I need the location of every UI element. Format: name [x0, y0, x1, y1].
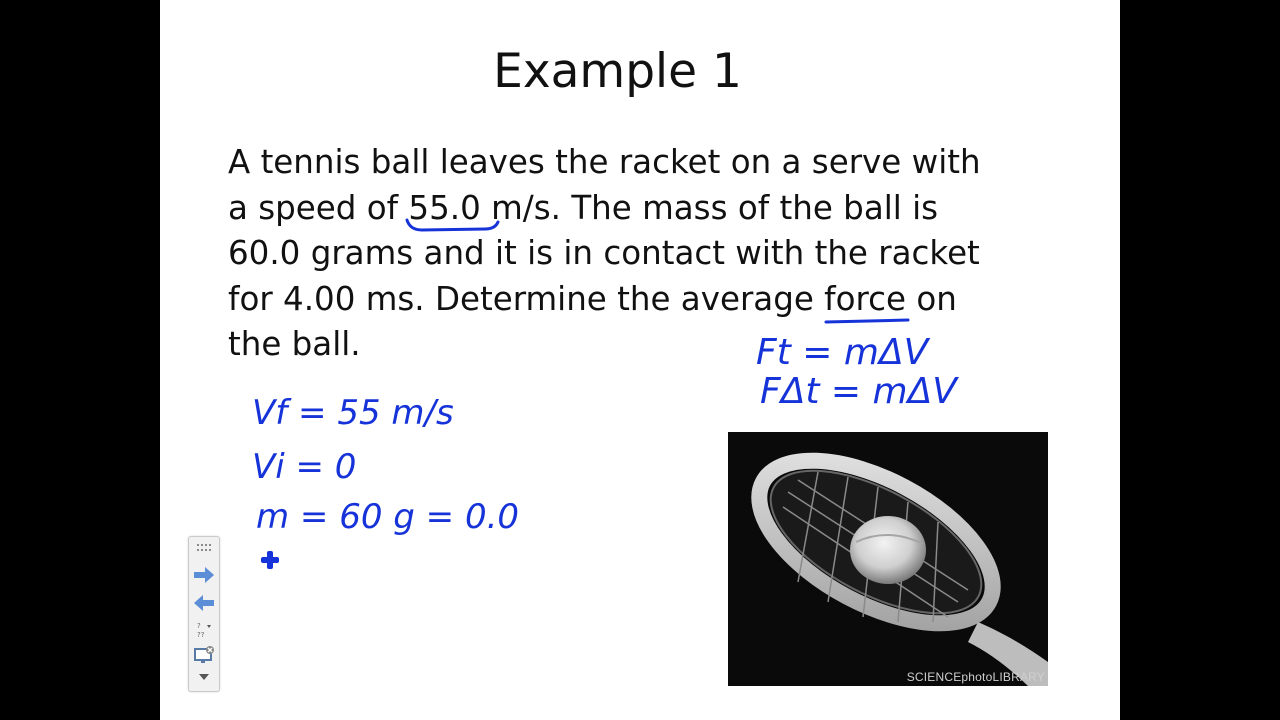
page-options-icon[interactable] — [192, 619, 216, 641]
problem-line: the ball. — [228, 325, 361, 363]
handwritten-equation-2: FΔt = mΔV — [760, 371, 957, 412]
racket-ball-image — [728, 432, 1048, 686]
slide — [160, 0, 1120, 720]
handwritten-equation-1: Ft = mΔV — [756, 332, 929, 373]
screen-icon[interactable] — [192, 645, 216, 665]
slide-title: Example 1 — [493, 44, 742, 99]
problem-text — [228, 140, 1048, 368]
problem-line: A tennis ball leaves the racket on a serve with — [228, 143, 981, 181]
grip-icon[interactable] — [192, 541, 216, 555]
problem-line: a speed of 55.0 m/s. The mass of the ball is — [228, 188, 939, 227]
chevron-down-icon[interactable] — [192, 669, 216, 685]
pen-cursor-icon — [261, 551, 279, 569]
handwritten-vi: Vi = 0 — [252, 447, 357, 487]
photo-credit: SCIENCEphotoLIBRARY — [906, 670, 1045, 684]
svg-text:??: ?? — [197, 631, 205, 639]
handwritten-mass: m = 60 g = 0.0 — [256, 497, 520, 537]
floating-toolbar — [188, 536, 220, 692]
prev-arrow-icon[interactable] — [192, 593, 216, 613]
next-arrow-icon[interactable] — [192, 565, 216, 585]
problem-line: 60.0 grams and it is in contact with the racket — [228, 234, 980, 272]
tennis-racket-photo — [728, 432, 1048, 686]
svg-text:?: ? — [197, 622, 201, 630]
problem-line: for 4.00 ms. Determine the average force on — [228, 279, 957, 318]
handwritten-vf: Vf = 55 m/s — [252, 393, 454, 433]
